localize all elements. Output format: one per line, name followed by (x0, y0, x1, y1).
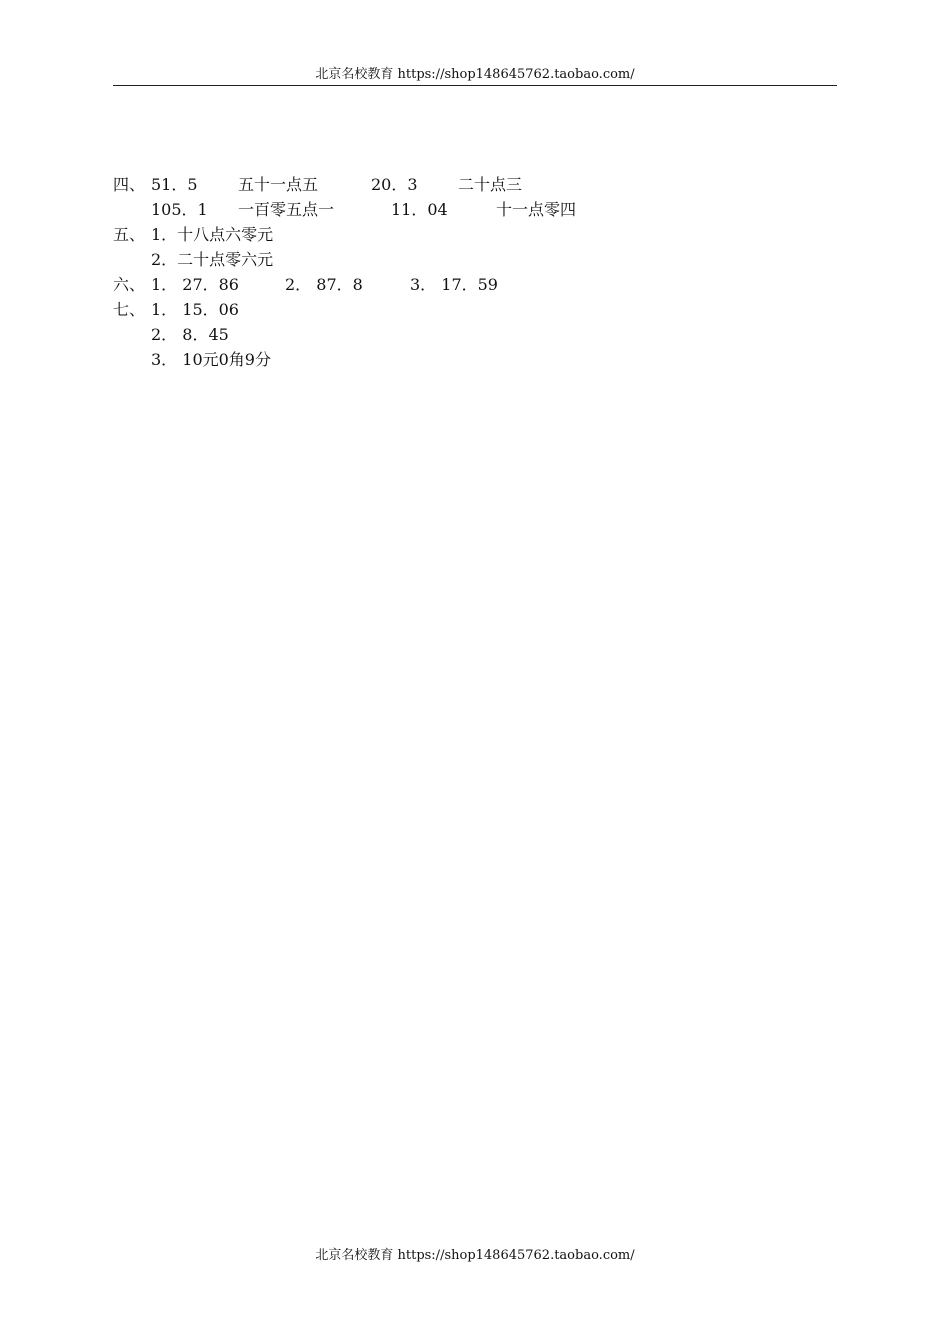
answer-4-3-words: 一百零五点一 (238, 200, 335, 219)
answer-6-2: 2． 87．8 (285, 275, 363, 294)
section-4-line-2 (113, 197, 837, 222)
answer-7-1: 1． 15．06 (151, 300, 239, 319)
section-5-line-2 (113, 247, 837, 272)
answer-4-3-number: 105．1 (151, 200, 208, 219)
section-6-line (113, 272, 837, 297)
answer-7-3: 3． 10元0角9分 (151, 350, 271, 369)
section-4-line-1 (113, 172, 837, 197)
section-7-line-2 (113, 322, 837, 347)
section-5-line-1 (113, 222, 837, 247)
section-6-label: 六、 (113, 275, 146, 294)
header-divider (113, 85, 837, 86)
answer-6-3: 3． 17．59 (410, 275, 498, 294)
section-4-label: 四、 (113, 175, 146, 194)
answer-key (113, 172, 837, 372)
answer-5-1: 1．十八点六零元 (151, 225, 274, 244)
answer-7-2: 2． 8．45 (151, 325, 229, 344)
answer-4-4-words: 十一点零四 (496, 200, 577, 219)
answer-6-1: 1． 27．86 (151, 275, 239, 294)
section-7-label: 七、 (113, 300, 146, 319)
answer-4-1-words: 五十一点五 (238, 175, 319, 194)
page-footer: 北京名校教育 https://shop148645762.taobao.com/ (315, 1248, 635, 1263)
answer-4-4-number: 11．04 (391, 200, 448, 219)
section-7-line-1 (113, 297, 837, 322)
answer-4-1-number: 51．5 (151, 175, 198, 194)
page-header: 北京名校教育 https://shop148645762.taobao.com/ (315, 67, 635, 82)
answer-4-2-words: 二十点三 (458, 175, 523, 194)
section-5-label: 五、 (113, 225, 146, 244)
answer-4-2-number: 20．3 (371, 175, 418, 194)
section-7-line-3 (113, 347, 837, 372)
answer-5-2: 2．二十点零六元 (151, 250, 274, 269)
